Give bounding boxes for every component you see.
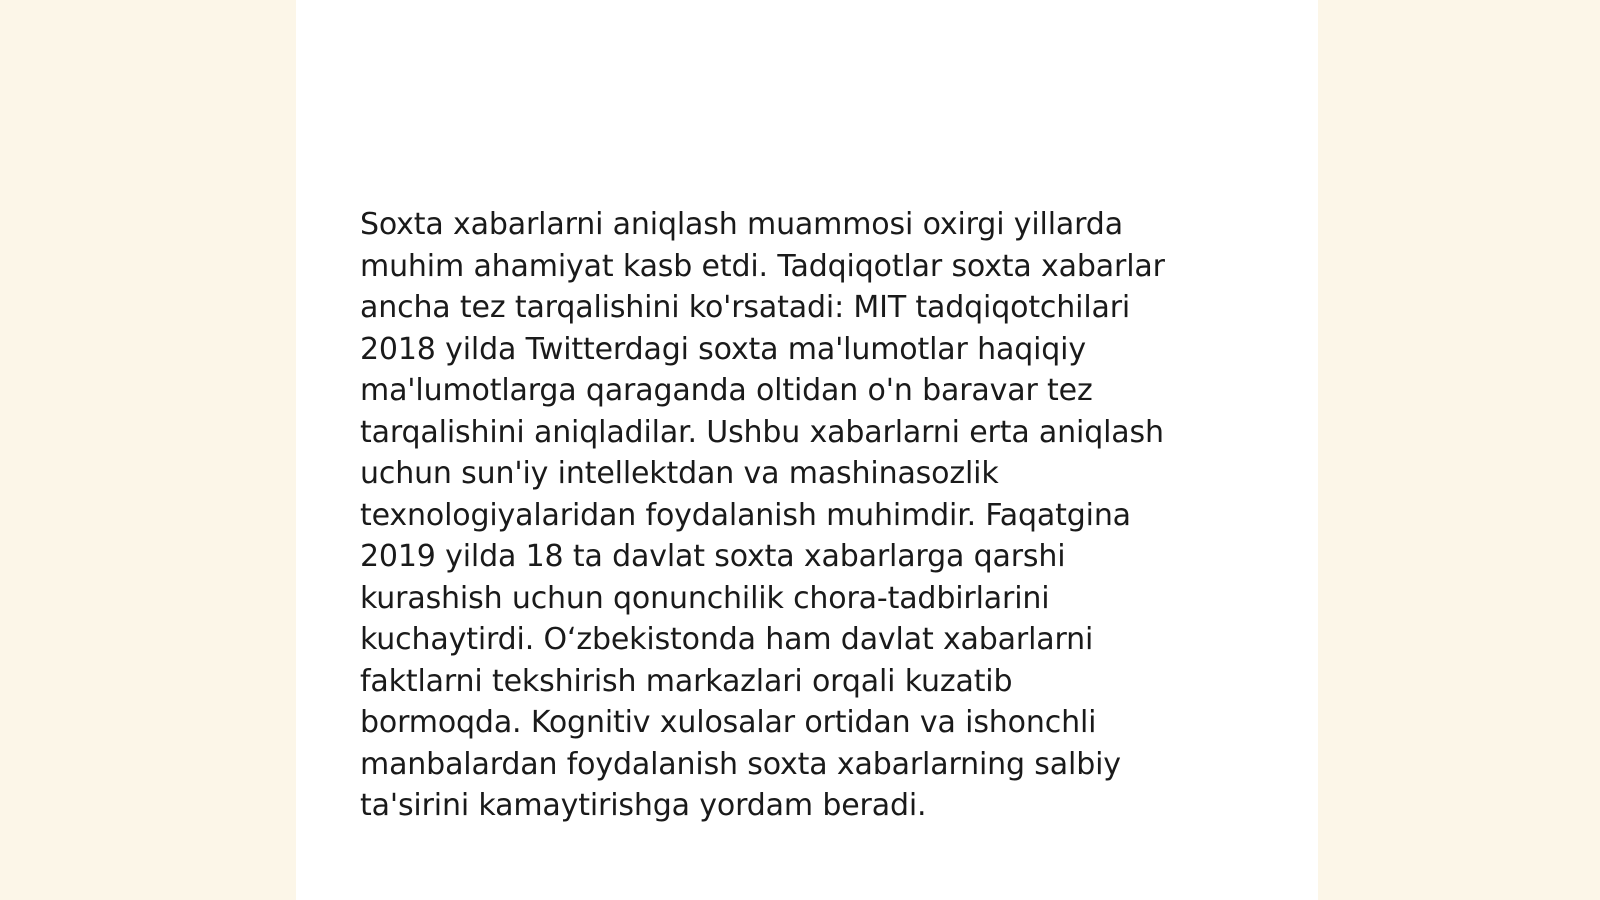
body-paragraph: Soxta xabarlarni aniqlash muammosi oxirgi yillarda muhim ahamiyat kasb etdi. Tadqiqotlar soxta xabarlar ancha tez tarqalishini ko'rsatadi: MIT tadqiqotchilari 2018 yilda Twitterdagi soxta ma'lumotlar haqiqiy ma'lumotlarga qaraganda oltidan o'n baravar tez tarqalishini aniqladilar. Ushbu xabarlarni erta aniqlash uchun sun'iy intellektdan va mashinasozlik texnologiyalaridan foydalanish muhimdir. Faqatgina 2019 yilda 18 ta davlat soxta xabarlarga qarshi kurashish uchun qonunchilik chora-tadbirlarini kuchaytirdi. O‘zbekistonda ham davlat xabarlarni faktlarni tekshirish markazlari orqali kuzatib bormoqda. Kognitiv xulosalar ortidan va ishonchli manbalardan foydalanish soxta xabarlarning salbiy ta'sirini kamaytirishga yordam beradi. <box>360 207 1165 823</box>
document-page <box>296 0 1318 900</box>
